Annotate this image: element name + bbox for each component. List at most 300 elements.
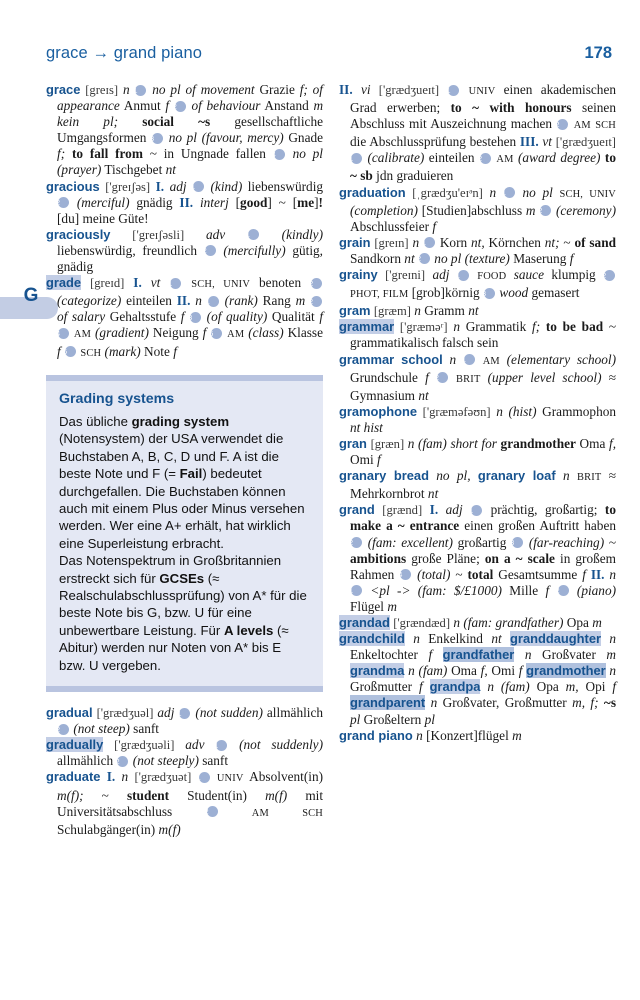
grammar-label: adv [185,737,205,753]
translation: Gnade [288,130,324,146]
headword: grain [339,234,371,250]
dictionary-entry[interactable] [339,631,616,728]
translation: ~ [101,787,109,803]
dictionary-entry[interactable] [46,82,323,179]
translation: Klasse [287,325,324,341]
info-box-emphasis: A levels [223,622,274,638]
grammar-label: f [418,679,423,695]
grammar-label: no pl (prayer) [57,146,324,178]
translation: jdn graduieren [376,168,454,184]
grammar-label: nt, [470,234,485,250]
roman-section: II. [590,566,605,582]
pronunciation: [græm] [373,304,411,319]
sense-number: 3 [512,537,523,548]
translation: klumpig [551,267,596,283]
sense-number: 2 [480,153,491,164]
grammar-label: vi [360,82,371,97]
headword-highlighted: gradually [46,737,104,753]
translation: Großeltern [363,711,422,727]
grammar-label: f [173,343,177,359]
translation: Opi [585,679,606,695]
pronunciation: ['grædʒueɪt] [555,135,617,150]
grammar-label: (rank) [224,293,258,309]
translation: in großem Rahmen [350,550,617,582]
grammar-label: n [413,631,420,647]
dictionary-entry[interactable] [46,227,323,275]
translation: ~ [455,566,463,582]
grammar-label: (not steeply) [132,753,199,769]
grammar-label: adj [169,178,187,194]
pronunciation: ['grædʒueɪt] [378,83,440,97]
headword: granary bread [339,468,429,484]
sense-number: 1 [248,229,259,240]
sense-number: 1 [424,237,435,248]
subject-label: AM [573,120,591,132]
dictionary-entry[interactable] [46,769,323,837]
translation: Grammophon [542,403,617,419]
sense-number: 2 [58,724,69,735]
info-box-title: Grading systems [59,390,175,407]
translation: Opa [536,679,559,695]
translation: Tischgebet [104,162,163,178]
headword-highlighted: grandma [350,663,405,679]
grammar-label: f, [480,663,488,679]
translation: ≈ Gymnasium [350,369,616,403]
roman-section: I. [133,275,142,291]
grammar-label: no pl (texture) [434,250,510,266]
grammar-label: (ceremony) [555,202,617,218]
grammar-label: n [121,769,129,785]
grammar-label: adv [205,226,226,242]
dictionary-entry[interactable] [339,235,616,267]
grammar-label: n [453,319,460,335]
subject-label: AM [482,355,500,367]
grammar-label: (categorize) [57,293,122,309]
grammar-label: f [57,343,61,359]
grammar-label: nt [418,387,429,403]
sense-number: 2 [311,278,322,289]
translation: [Studien]abschluss [421,202,523,218]
headword: graduate [46,769,101,785]
grammar-label: m [295,293,306,309]
headword-highlighted: grandad [339,615,390,630]
roman-section: II. [179,194,194,210]
translation: Enkeltochter [350,647,418,663]
headword: gramophone [339,403,418,419]
grammar-label: (fam: excellent) [367,534,453,550]
translation: Grundschule [350,369,418,385]
headword: graduation [339,184,406,200]
sense-number: 6 [65,346,76,357]
subject-label: AM [227,329,245,341]
translation: Note [144,343,170,359]
subject-label: UNIV [216,773,244,785]
info-box-emphasis: Fail [179,466,203,482]
dictionary-entry[interactable] [339,502,616,615]
grammar-label: of salary [57,309,106,325]
collocation: social ~s [142,114,211,130]
translation: Oma [451,663,477,679]
translation: [grob]körnig [411,285,480,301]
grammar-label: nt [427,486,439,502]
subject-label: SCH, UNIV [191,279,251,291]
pronunciation: ['grædʒuəli] [114,738,175,753]
grammar-label: interj [199,194,229,210]
info-box-emphasis: GCSEs [159,570,205,586]
grammar-label: (mark) [104,343,141,359]
translation: ~ in Ungnade fallen [149,146,266,162]
translation: sanft [202,753,229,769]
translation: Absolvent(in) [249,769,324,785]
subject-label: SCH, UNIV [559,188,617,200]
translation: Opa [566,615,589,630]
sense-number: 1 [351,153,362,164]
grammar-label: f [202,325,207,341]
sense-number: 1 [135,85,146,96]
grammar-label: (far-reaching) [528,534,605,550]
grammar-label: sauce [513,267,544,283]
translation: Student(in) [187,787,247,803]
translation: Schulabgänger(in) [57,821,156,837]
grammar-label: f [180,309,185,325]
grammar-label: nt [404,250,415,266]
grammar-label: nt [165,162,176,178]
sense-number: 2 [419,253,430,264]
translation: Abschlussfeier [350,218,430,234]
collocation: to ~ with honours [450,100,572,116]
grammar-label: adj [157,705,175,721]
translation: Mille [509,582,539,598]
pronunciation: ['grædʒuəl] [96,706,154,721]
grammar-label: no pl (favour, mercy) [168,130,284,146]
grammar-label: n [414,303,421,319]
subject-label: PHOT, FILM [350,289,409,301]
headword: grace [46,82,81,97]
grammar-label: f; of appearance [57,82,323,114]
translation: Qualität [271,309,315,325]
headword: grainy [339,267,378,283]
collocation: to be bad [545,319,604,335]
translation: Grazie [259,82,295,97]
sense-number: 1 [351,585,362,596]
grammar-label: n [609,663,617,679]
sense-number: 2 [175,101,186,112]
grammar-label: (award degree) [518,150,601,166]
grammar-label: f [376,452,381,468]
entry-list-right [339,82,616,744]
translation: Anmut [123,98,161,114]
grammar-label: pl [424,711,435,727]
column-left [46,82,323,838]
grammar-label: adj [445,502,463,518]
sense-number: 1 [464,354,475,365]
collocation: ~s [603,695,616,711]
grammar-label: (elementary school) [506,351,617,367]
translation: mit Universitätsabschluss [57,787,324,819]
translation: einen großen Auftritt haben [464,518,617,534]
grammar-label: (upper level school) [487,369,602,385]
grammar-label: no pl [522,184,553,200]
collocation: to fall from [71,146,143,162]
grammar-label: nt hist [350,419,383,435]
headword-highlighted: grade [46,275,82,291]
subject-label: AM [496,154,514,166]
info-box-grading-systems [46,375,323,693]
sense-number: 5 [211,328,222,339]
translation: einen akademischen Grad erwerben; [350,82,617,116]
dictionary-entry[interactable] [339,267,616,303]
page-number: 178 [584,44,612,62]
grammar-label: (not suddenly) [239,737,324,753]
sense-number: 1 [208,296,219,307]
headword: grand [339,502,375,518]
translation: Omi [491,663,516,679]
collocation: student [126,787,170,803]
translation: Rang [262,293,291,309]
translation: [ [235,194,241,210]
grammar-label: f [432,218,437,234]
pronunciation: ['grændæd] [393,616,451,630]
translation: Flügel [350,598,384,614]
sense-number: 2 [117,756,128,767]
headword: gram [339,303,371,319]
grammar-label: m(f); [57,787,84,803]
grammar-label: f [569,250,574,266]
pronunciation: [greɪd] [90,276,125,291]
translation: gütig, gnädig [57,242,323,275]
sense-number: 2 [351,537,362,548]
translation: Anstand [264,98,309,114]
grammar-label: no pl of movement [152,82,255,97]
entry-list-left-bottom [46,705,323,838]
grammar-label: (not sudden) [195,705,263,721]
collocation: good [240,194,268,210]
grammar-label: f [319,309,324,325]
translation: Körnchen [488,234,541,250]
translation: Oma [579,435,606,451]
grammar-label: f [545,582,550,598]
grammar-label: n [609,566,617,582]
sense-number: 3 [152,133,163,144]
dictionary-entry[interactable] [339,319,616,351]
headword-highlighted: granddaughter [510,631,601,647]
collocation: to ~ sb [350,150,616,184]
translation: Großvater [541,647,596,663]
pronunciation: [græn] [370,436,405,451]
subject-label: AM [73,329,92,341]
sense-number: 1 [471,505,482,516]
translation: Omi [350,452,374,468]
translation: Gramm [424,303,465,319]
pronunciation: ['greɪʃəs] [105,179,151,194]
grammar-label: f [428,647,433,663]
grammar-label: m [525,202,536,218]
grammar-label: (of quality) [206,309,268,325]
running-head-range: grace → grand piano [46,44,202,62]
sense-number: 2 [311,296,322,307]
dictionary-entry[interactable] [339,436,616,468]
grammar-label: n [562,468,570,484]
dictionary-entry[interactable] [339,352,616,404]
roman-section: I. [106,769,116,785]
subject-label: SCH [595,120,617,132]
pronunciation: ['græməfəʊn] [422,404,491,419]
sense-number: 2 [540,205,551,216]
grammar-label: m, [565,679,579,695]
collocation: on a ~ scale [484,550,555,566]
dictionary-entry[interactable] [339,303,616,319]
translation: gesellschaftliche Umgangsformen [57,114,323,146]
grammar-label: no pl, [436,468,471,484]
sense-number: 1 [216,740,227,751]
translation: gnädig [136,194,173,210]
headword: gradual [46,705,93,721]
translation: große Pläne; [411,550,480,566]
grammar-label: n [449,351,457,367]
translation: Neigung [152,325,199,341]
dictionary-entry[interactable] [46,705,323,737]
grammar-label: (kind) [210,178,243,194]
translation: seinen Abschluss mit Auszeichnung machen [350,100,616,132]
sense-number: 4 [58,328,69,339]
grammar-label: (kindly) [281,226,324,242]
dictionary-entry[interactable] [339,615,616,631]
translation: liebenswürdig [247,178,324,194]
translation: Korn [439,234,468,250]
translation: ~ grammatikalisch falsch sein [350,319,617,351]
grammar-label: n [430,695,438,711]
pronunciation: ['græməʳ] [399,320,448,335]
sense-number: 2 [437,372,448,383]
grammar-label: pl [350,711,361,727]
pronunciation: [greɪn] [374,235,409,250]
sense-number: 2 [557,119,568,130]
grammar-label: vt [150,275,161,291]
translation: ] ~ [ [267,194,298,210]
running-head [46,44,612,70]
info-box-paragraph-1: Das übliche grading system (Notensystem) der USA verwendet die Buchstaben A, B, C, D und F. A ist die beste Note und F (= Fail) bedeutet durchgefallen. Die Buchstaben können auch mit einem Plus oder Minus versehen werden. Wer eine A+ erhält, hat wirklich eine Superleistung erbracht. [59,414,305,551]
grammar-label: nt; [544,234,560,250]
dictionary-entry[interactable] [339,82,616,185]
grammar-label: adj [432,267,450,283]
translation: Enkelkind [428,631,483,647]
subject-label: SCH [80,347,102,359]
dictionary-entry[interactable] [46,179,323,227]
entry-list-left-top [46,82,323,362]
grammar-label: n (hist) [496,403,537,419]
grammar-label: <pl -> (fam: $/£1000) [370,582,502,598]
dictionary-entry[interactable] [46,275,323,361]
roman-section: II. [339,82,353,97]
headword-highlighted: grandpa [429,679,481,695]
grammar-label: n [122,82,130,97]
collocation: total [467,566,494,582]
dictionary-entry[interactable] [339,468,616,502]
collocation: of sand [574,234,616,250]
grammar-label: f [612,679,617,695]
grammar-label: m(f) [265,787,288,803]
grammar-label: of behaviour [191,98,261,114]
pronunciation: ['greɪʃəsli] [132,227,185,242]
grammar-label: nt [491,631,502,647]
sense-number: 1 [199,772,210,783]
grammar-label: f, [609,435,617,451]
roman-section: I. [429,502,439,518]
translation: die Abschlussprüfung bestehen [350,134,517,150]
headword: graciously [46,226,111,242]
grammar-label: m [606,647,617,663]
collocation: me [297,194,315,210]
collocation: grandmother [500,435,576,451]
grammar-label: f; [532,319,541,335]
translation: Großmutter [350,679,413,695]
translation: Gehaltsstufe [109,309,177,325]
grammar-label: (calibrate) [367,150,425,166]
roman-section: I. [155,178,165,194]
sense-number: 1 [170,278,181,289]
grammar-label: m [592,615,602,630]
dictionary-entry[interactable] [46,737,323,769]
pronunciation: [ˌgrædʒu'eɪᵊn] [412,185,483,200]
grammar-label: (mercifully) [223,242,286,258]
translation: Sandkorn [350,250,401,266]
translation: liebenswürdig, freundlich [57,242,197,258]
pronunciation: ['greɪni] [385,268,426,283]
pronunciation: ['grædʒuət] [134,770,192,785]
sense-number: 2 [558,585,569,596]
translation: prächtig, großartig; [490,502,598,518]
grammar-label: f [165,98,170,114]
translation: Großvater, Großmutter [442,695,567,711]
translation: Gesamtsumme [498,566,578,582]
dictionary-entry[interactable] [339,185,616,235]
subject-label: BRIT [576,472,602,484]
grammar-label: (piano) [576,582,617,598]
translation: ] [314,194,319,210]
grammar-label: (gradient) [95,325,149,341]
translation: Maserung [513,250,567,266]
translation: ~ [608,534,617,550]
collocation: ambitions [350,550,407,566]
grammar-label: n (fam: grandfather) [453,615,564,630]
grammar-label: n [412,234,420,250]
grammar-label: n [195,293,202,309]
dictionary-entry[interactable] [339,404,616,436]
translation: gemasert [531,285,580,301]
sense-number: 2 [205,245,216,256]
grammar-label: n (fam) [487,679,530,695]
sense-number: 4 [400,569,411,580]
headword-highlighted: grandparent [350,695,426,711]
roman-section: II. [176,293,191,309]
headword-highlighted: grandfather [442,647,515,663]
dictionary-entry[interactable] [339,728,616,744]
roman-section: III. [519,134,539,150]
translation: [Konzert]flügel [426,727,509,743]
info-box-emphasis: grading system [131,414,230,429]
grammar-label: n [489,184,497,200]
sense-number: 1 [179,708,190,719]
grammar-label: f [582,566,586,582]
grammar-label: f [518,663,523,679]
headword: grand piano [339,727,413,743]
info-box-paragraph-2: Das Notenspektrum in Großbritannien erstreckt sich für GCSEs (≈ Realschulabschlussprüfung) von A* für die beste Note bis G, bzw. U für eine unbewertbare Leistung. Für A levels (≈ Abitur) werden nur Noten von A* bis E bzw. U vergeben. [59,553,307,673]
entry-columns [46,82,616,982]
grammar-label: n [524,647,532,663]
grammar-label: n (fam) [408,663,448,679]
headword: gran [339,435,367,451]
grammar-label: n [609,631,617,647]
